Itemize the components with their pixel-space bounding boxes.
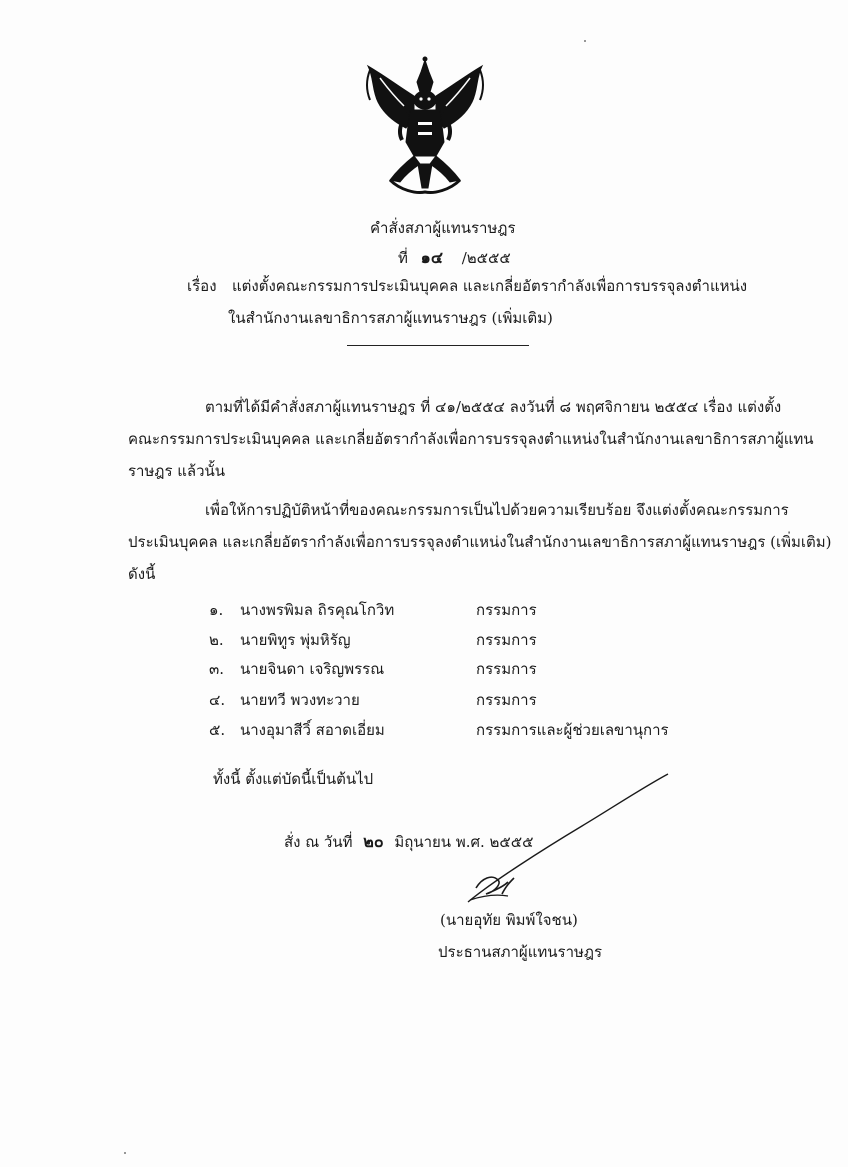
para2-line-1: เพื่อให้การปฏิบัติหน้าที่ของคณะกรรมการเป็นไปด้วยความเรียบร้อย จึงแต่งตั้งคณะกรรมการ bbox=[205, 501, 789, 519]
member-name: นางอุมาสีวิ์ สอาดเอี่ยม bbox=[240, 721, 385, 739]
garuda-emblem-icon bbox=[360, 56, 490, 196]
subject-line-2: ในสำนักงานเลขาธิการสภาผู้แทนราษฎร (เพิ่มเติม) bbox=[228, 309, 553, 327]
signer-title: ประธานสภาผู้แทนราษฎร bbox=[438, 943, 603, 961]
subject-label: เรื่อง bbox=[187, 277, 217, 295]
subject-line-1: แต่งตั้งคณะกรรมการประเมินบุคคล และเกลี่ยอัตรากำลังเพื่อการบรรจุลงตำแหน่ง bbox=[232, 277, 748, 295]
scan-speck bbox=[584, 40, 586, 42]
member-role: กรรมการ bbox=[476, 601, 537, 619]
order-title: คำสั่งสภาผู้แทนราษฎร bbox=[370, 219, 516, 237]
member-role: กรรมการ bbox=[476, 660, 537, 678]
scan-speck bbox=[124, 1152, 126, 1154]
para2-line-3: ดังนี้ bbox=[128, 565, 156, 583]
member-number: ๒. bbox=[209, 631, 224, 649]
member-role: กรรมการ bbox=[476, 631, 537, 649]
order-number-year: /๒๕๕๕ bbox=[461, 249, 511, 267]
effective-statement: ทั้งนี้ ตั้งแต่บัดนี้เป็นต้นไป bbox=[213, 770, 374, 788]
member-number: ๑. bbox=[209, 601, 224, 619]
header-divider bbox=[347, 345, 529, 346]
order-date-suffix: มิถุนายน พ.ศ. ๒๕๕๕ bbox=[394, 833, 534, 851]
signature bbox=[462, 770, 682, 910]
order-number bbox=[398, 248, 511, 268]
order-date-day: ๒๐ bbox=[363, 832, 384, 851]
order-date-prefix: สั่ง ณ วันที่ bbox=[284, 833, 353, 851]
member-name: นายทวี พวงทะวาย bbox=[240, 691, 360, 709]
para1-line-3: ราษฎร แล้วนั้น bbox=[128, 462, 226, 480]
member-number: ๕. bbox=[209, 721, 226, 739]
para2-line-2: ประเมินบุคคล และเกลี่ยอัตรากำลังเพื่อการบรรจุลงตำแหน่งในสำนักงานเลขาธิการสภาผู้แทนราษฎร (เพิ่มเติม) bbox=[128, 533, 832, 551]
member-number: ๓. bbox=[209, 660, 225, 678]
para1-line-1: ตามที่ได้มีคำสั่งสภาผู้แทนราษฎร ที่ ๔๑/๒๕๕๔ ลงวันที่ ๘ พฤศจิกายน ๒๕๕๔ เรื่อง แต่งตั้ง bbox=[205, 398, 782, 416]
member-number: ๔. bbox=[209, 691, 226, 709]
member-role: กรรมการและผู้ช่วยเลขานุการ bbox=[476, 721, 669, 739]
para1-line-2: คณะกรรมการประเมินบุคคล และเกลี่ยอัตรากำลังเพื่อการบรรจุลงตำแหน่งในสำนักงานเลขาธิการสภาผู้แทน bbox=[128, 430, 814, 448]
member-role: กรรมการ bbox=[476, 691, 537, 709]
signer-name: (นายอุทัย พิมพ์ใจชน) bbox=[440, 911, 578, 929]
member-name: นายจินดา เจริญพรรณ bbox=[240, 660, 385, 678]
member-name: นางพรพิมล ถิรคุณโกวิท bbox=[240, 601, 395, 619]
order-number-prefix: ที่ bbox=[398, 249, 408, 267]
order-number-value: ๑๔ bbox=[420, 248, 443, 267]
member-name: นายพิทูร พุ่มหิรัญ bbox=[240, 631, 351, 649]
